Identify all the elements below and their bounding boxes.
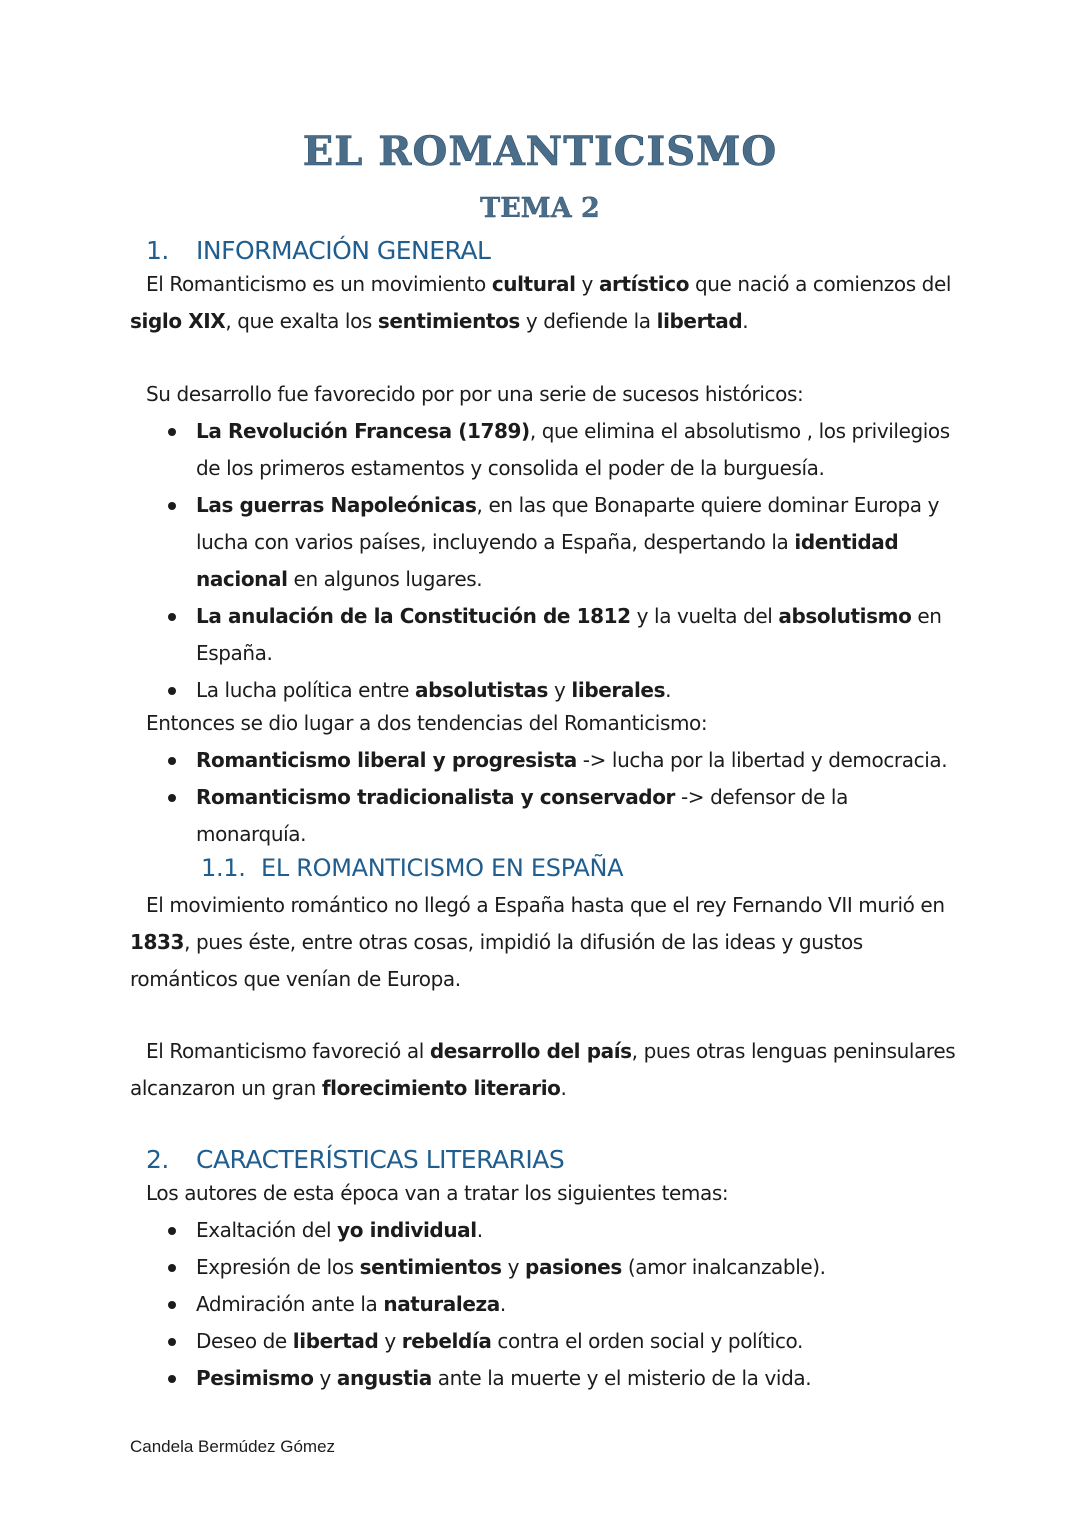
list-item: Romanticismo liberal y progresista -> lucha por la libertad y democracia. [160, 742, 950, 779]
paragraph-desarrollo: El Romanticismo favoreció al desarrollo del país, pues otras lenguas peninsulares alcanzaron un gran florecimiento literario. [130, 1039, 956, 1100]
list-item: La lucha política entre absolutistas y liberales. [160, 672, 950, 709]
themes-list [160, 1212, 950, 1397]
section-title: CARACTERÍSTICAS LITERARIAS [196, 1145, 565, 1174]
section-title: INFORMACIÓN GENERAL [196, 236, 491, 265]
page-subtitle: TEMA 2 [480, 193, 600, 224]
list-item: Romanticismo tradicionalista y conservador -> defensor de la monarquía. [160, 779, 950, 853]
page-title: EL ROMANTICISMO [302, 128, 778, 175]
paragraph-espana: El movimiento romántico no llegó a España hasta que el rey Fernando VII murió en 1833, pues éste, entre otras cosas, impidió la difusión de las ideas y gustos románticos que venían de Europa. [130, 893, 945, 991]
section-number: 1. [146, 236, 169, 265]
section-heading-romanticismo-espana [201, 854, 623, 882]
section-title: EL ROMANTICISMO EN ESPAÑA [261, 854, 624, 882]
events-list [160, 413, 950, 709]
section-number: 1.1. [201, 854, 246, 882]
tendencies-list [160, 742, 950, 853]
paragraph-tendencias: Entonces se dio lugar a dos tendencias del Romanticismo: [146, 711, 708, 735]
paragraph-intro: El Romanticismo es un movimiento cultural y artístico que nació a comienzos del siglo XIX, que exalta los sentimientos y defiende la libertad. [130, 272, 952, 333]
paragraph-temas: Los autores de esta época van a tratar los siguientes temas: [146, 1181, 729, 1205]
section-heading-caracteristicas [146, 1145, 564, 1174]
section-number: 2. [146, 1145, 169, 1174]
footer-author: Candela Bermúdez Gómez [130, 1437, 336, 1456]
list-item: Deseo de libertad y rebeldía contra el orden social y político. [160, 1323, 950, 1360]
section-heading-informacion-general [146, 236, 490, 265]
paragraph-sucesos: Su desarrollo fue favorecido por por una serie de sucesos históricos: [146, 382, 804, 406]
list-item: Admiración ante la naturaleza. [160, 1286, 950, 1323]
list-item: Pesimismo y angustia ante la muerte y el misterio de la vida. [160, 1360, 950, 1397]
list-item: La anulación de la Constitución de 1812 y la vuelta del absolutismo en España. [160, 598, 950, 672]
list-item: Exaltación del yo individual. [160, 1212, 950, 1249]
list-item: Expresión de los sentimientos y pasiones (amor inalcanzable). [160, 1249, 950, 1286]
list-item: La Revolución Francesa (1789), que elimina el absolutismo , los privilegios de los primeros estamentos y consolida el poder de la burguesía. [160, 413, 950, 487]
list-item: Las guerras Napoleónicas, en las que Bonaparte quiere dominar Europa y lucha con varios países, incluyendo a España, despertando la identidad nacional en algunos lugares. [160, 487, 950, 598]
